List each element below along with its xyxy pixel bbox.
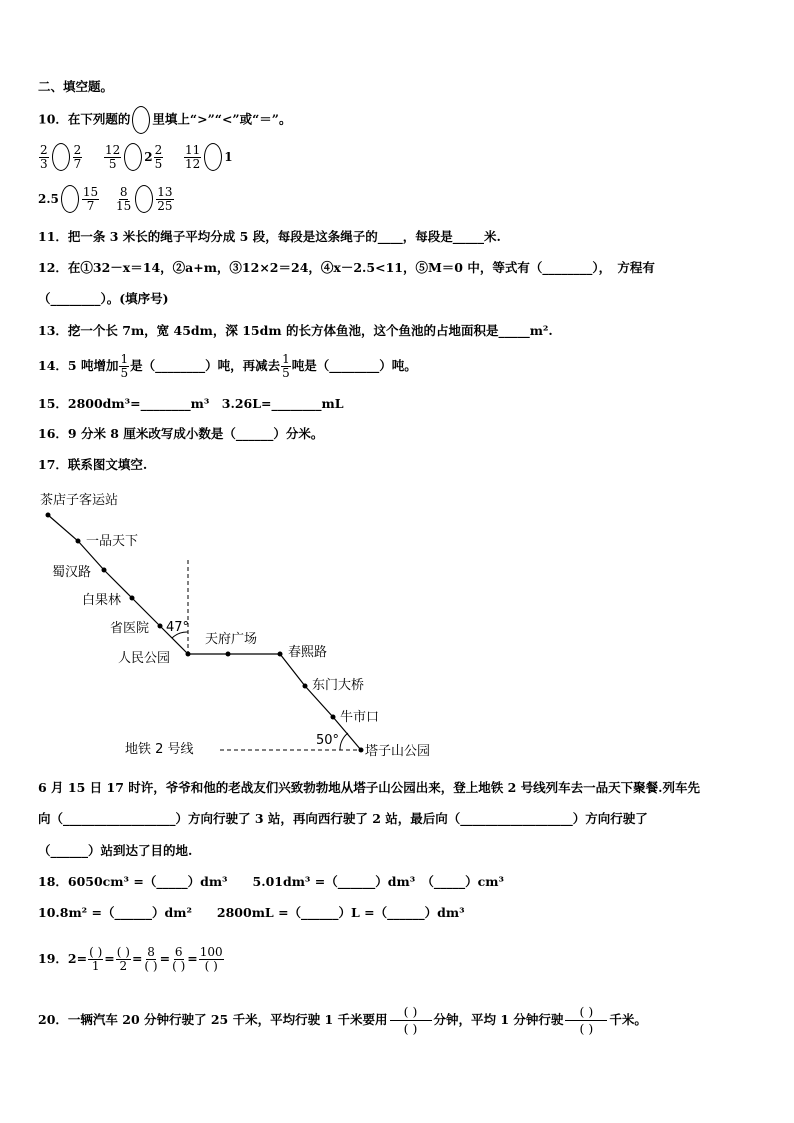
fraction: $\frac{2}{7}$ bbox=[73, 142, 82, 171]
station-dot-niushikou bbox=[331, 715, 336, 720]
station-label: 茶店子客运站 bbox=[40, 493, 119, 508]
fraction: $\frac{100}{( )}$ bbox=[199, 944, 223, 973]
question-12-line2: （________）。(填序号) bbox=[38, 291, 169, 306]
fraction: $\frac{2}{3}$ bbox=[40, 142, 48, 171]
station-label: 牛市口 bbox=[340, 710, 380, 725]
plain-number: 1 bbox=[224, 150, 233, 164]
plain-number: 2.5 bbox=[38, 192, 59, 206]
question-15: 15．2800dm³=________m³ 3.26L=________mL bbox=[38, 396, 344, 411]
angle-label-top: 47° bbox=[166, 620, 190, 635]
question-12-line1: 12．在①32－x＝14，②a+m，③12×2＝24，④x－2.5<11，⑤M＝0 中，等式有（________）， 方程有 bbox=[38, 260, 655, 275]
q10-text-after: 里填上“>”“<”或“＝”。 bbox=[152, 111, 292, 127]
answer-oval[interactable] bbox=[52, 143, 70, 171]
station-label: 白果林 bbox=[82, 593, 122, 608]
station-dot-chadianzi bbox=[46, 513, 51, 518]
question-16: 16．9 分米 8 厘米改写成小数是（______）分米。 bbox=[38, 426, 324, 441]
q10-row1-item2 bbox=[103, 143, 164, 171]
question-11: 11．把一条 3 米长的绳子平均分成 5 段，每段是这条绳子的____，每段是_____米. bbox=[38, 229, 501, 244]
station-dot-chunxilu bbox=[278, 652, 283, 657]
answer-oval[interactable] bbox=[124, 143, 142, 171]
answer-oval[interactable] bbox=[135, 185, 153, 213]
q10-row2-item2 bbox=[114, 185, 175, 213]
fraction: $\frac{11}{12}$ bbox=[185, 142, 201, 171]
question-17: 17．联系图文填空. bbox=[38, 457, 148, 472]
station-label: 东门大桥 bbox=[312, 678, 365, 693]
whole-number: 2 bbox=[144, 150, 153, 164]
fraction: $\frac{12}{5}$ bbox=[105, 142, 121, 171]
fraction: $\frac{2}{5}$ bbox=[154, 142, 163, 171]
station-dot-yipintianxia bbox=[76, 539, 81, 544]
station-label: 天府广场 bbox=[205, 632, 258, 647]
station-label: 一品天下 bbox=[86, 534, 139, 549]
fraction: $\frac{15}{7}$ bbox=[82, 184, 99, 213]
q10-text-before: 10．在下列题的 bbox=[38, 111, 131, 127]
station-label: 蜀汉路 bbox=[52, 565, 92, 580]
fraction: $\frac{( )}{2}$ bbox=[116, 944, 130, 973]
station-dot-renmingongyuan bbox=[186, 652, 191, 657]
question-17-text1: 6 月 15 日 17 时许，爷爷和他的老战友们兴致勃勃地从塔子山公园出来，登上地铁 2 号线列车去一品天下聚餐.列车先 bbox=[38, 780, 701, 795]
answer-fraction-blank[interactable]: $\frac{( )}{( )}$ bbox=[565, 1004, 607, 1037]
question-20: 20．一辆汽车 20 分钟行驶了 25 千米，平均行驶 1 千米要用 $\frac{( )}{( )}$ 分钟，平均 1 分钟行驶 $\frac{( )}{( )}$ 千米。 bbox=[38, 1003, 647, 1036]
answer-oval[interactable] bbox=[132, 106, 150, 134]
question-17-text2: 向（__________________）方向行驶了 3 站，再向西行驶了 2 站，最后向（__________________）方向行驶了 bbox=[38, 811, 648, 826]
question-14: 14．5 吨增加 $\frac{1}{5}$ 是（________）吨，再减去 $\frac{1}{5}$ 吨是（________）吨。 bbox=[38, 351, 417, 380]
metro-map bbox=[0, 480, 794, 770]
question-18-line1: 18．6050cm³ =（_____）dm³ 5.01dm³ =（______）dm³ （_____）cm³ bbox=[38, 874, 504, 889]
fraction: $\frac{8}{( )}$ bbox=[144, 944, 158, 973]
station-dot-tianfuguangchang bbox=[226, 652, 231, 657]
angle-arc-bottom bbox=[340, 733, 348, 750]
question-19: 19．2= $\frac{( )}{1}$ = $\frac{( )}{2}$ = $\frac{8}{( )}$ = $\frac{6}{( )}$ = $\frac{100}{( )}$ bbox=[38, 944, 223, 973]
fraction: $\frac{6}{( )}$ bbox=[172, 944, 186, 973]
station-dot-shengyiyuan bbox=[158, 624, 163, 629]
fraction: $\frac{1}{5}$ bbox=[282, 351, 290, 380]
angle-label-bottom: 50° bbox=[316, 733, 340, 748]
station-dot-shuhanlu bbox=[102, 568, 107, 573]
question-17-text3: （______）站到达了目的地. bbox=[38, 843, 193, 858]
section-title: 二、填空题。 bbox=[38, 79, 114, 94]
station-label: 人民公园 bbox=[118, 651, 171, 666]
station-dot-tazishan bbox=[359, 748, 364, 753]
question-10 bbox=[38, 106, 292, 134]
station-dot-dongmendaqiao bbox=[303, 684, 308, 689]
q10-row2-item1 bbox=[38, 185, 100, 213]
answer-fraction-blank[interactable]: $\frac{( )}{( )}$ bbox=[390, 1004, 432, 1037]
answer-oval[interactable] bbox=[204, 143, 222, 171]
station-label: 省医院 bbox=[110, 621, 150, 636]
station-label: 塔子山公园 bbox=[365, 744, 431, 759]
question-13: 13．挖一个长 7m，宽 45dm，深 15dm 的长方体鱼池，这个鱼池的占地面积是_____m². bbox=[38, 323, 553, 338]
q10-row1-item3 bbox=[183, 143, 233, 171]
metro-line-label: 地铁 2 号线 bbox=[125, 742, 194, 757]
q10-row1-item1 bbox=[38, 143, 83, 171]
fraction: $\frac{8}{15}$ bbox=[116, 184, 132, 213]
fraction: $\frac{13}{25}$ bbox=[157, 184, 173, 213]
fraction: $\frac{( )}{1}$ bbox=[89, 944, 103, 973]
question-18-line2: 10.8m² =（______）dm² 2800mL =（______）L =（______）dm³ bbox=[38, 905, 465, 920]
station-dot-baiguolin bbox=[130, 596, 135, 601]
answer-oval[interactable] bbox=[61, 185, 79, 213]
fraction: $\frac{1}{5}$ bbox=[120, 351, 129, 380]
station-label: 春熙路 bbox=[288, 645, 328, 660]
